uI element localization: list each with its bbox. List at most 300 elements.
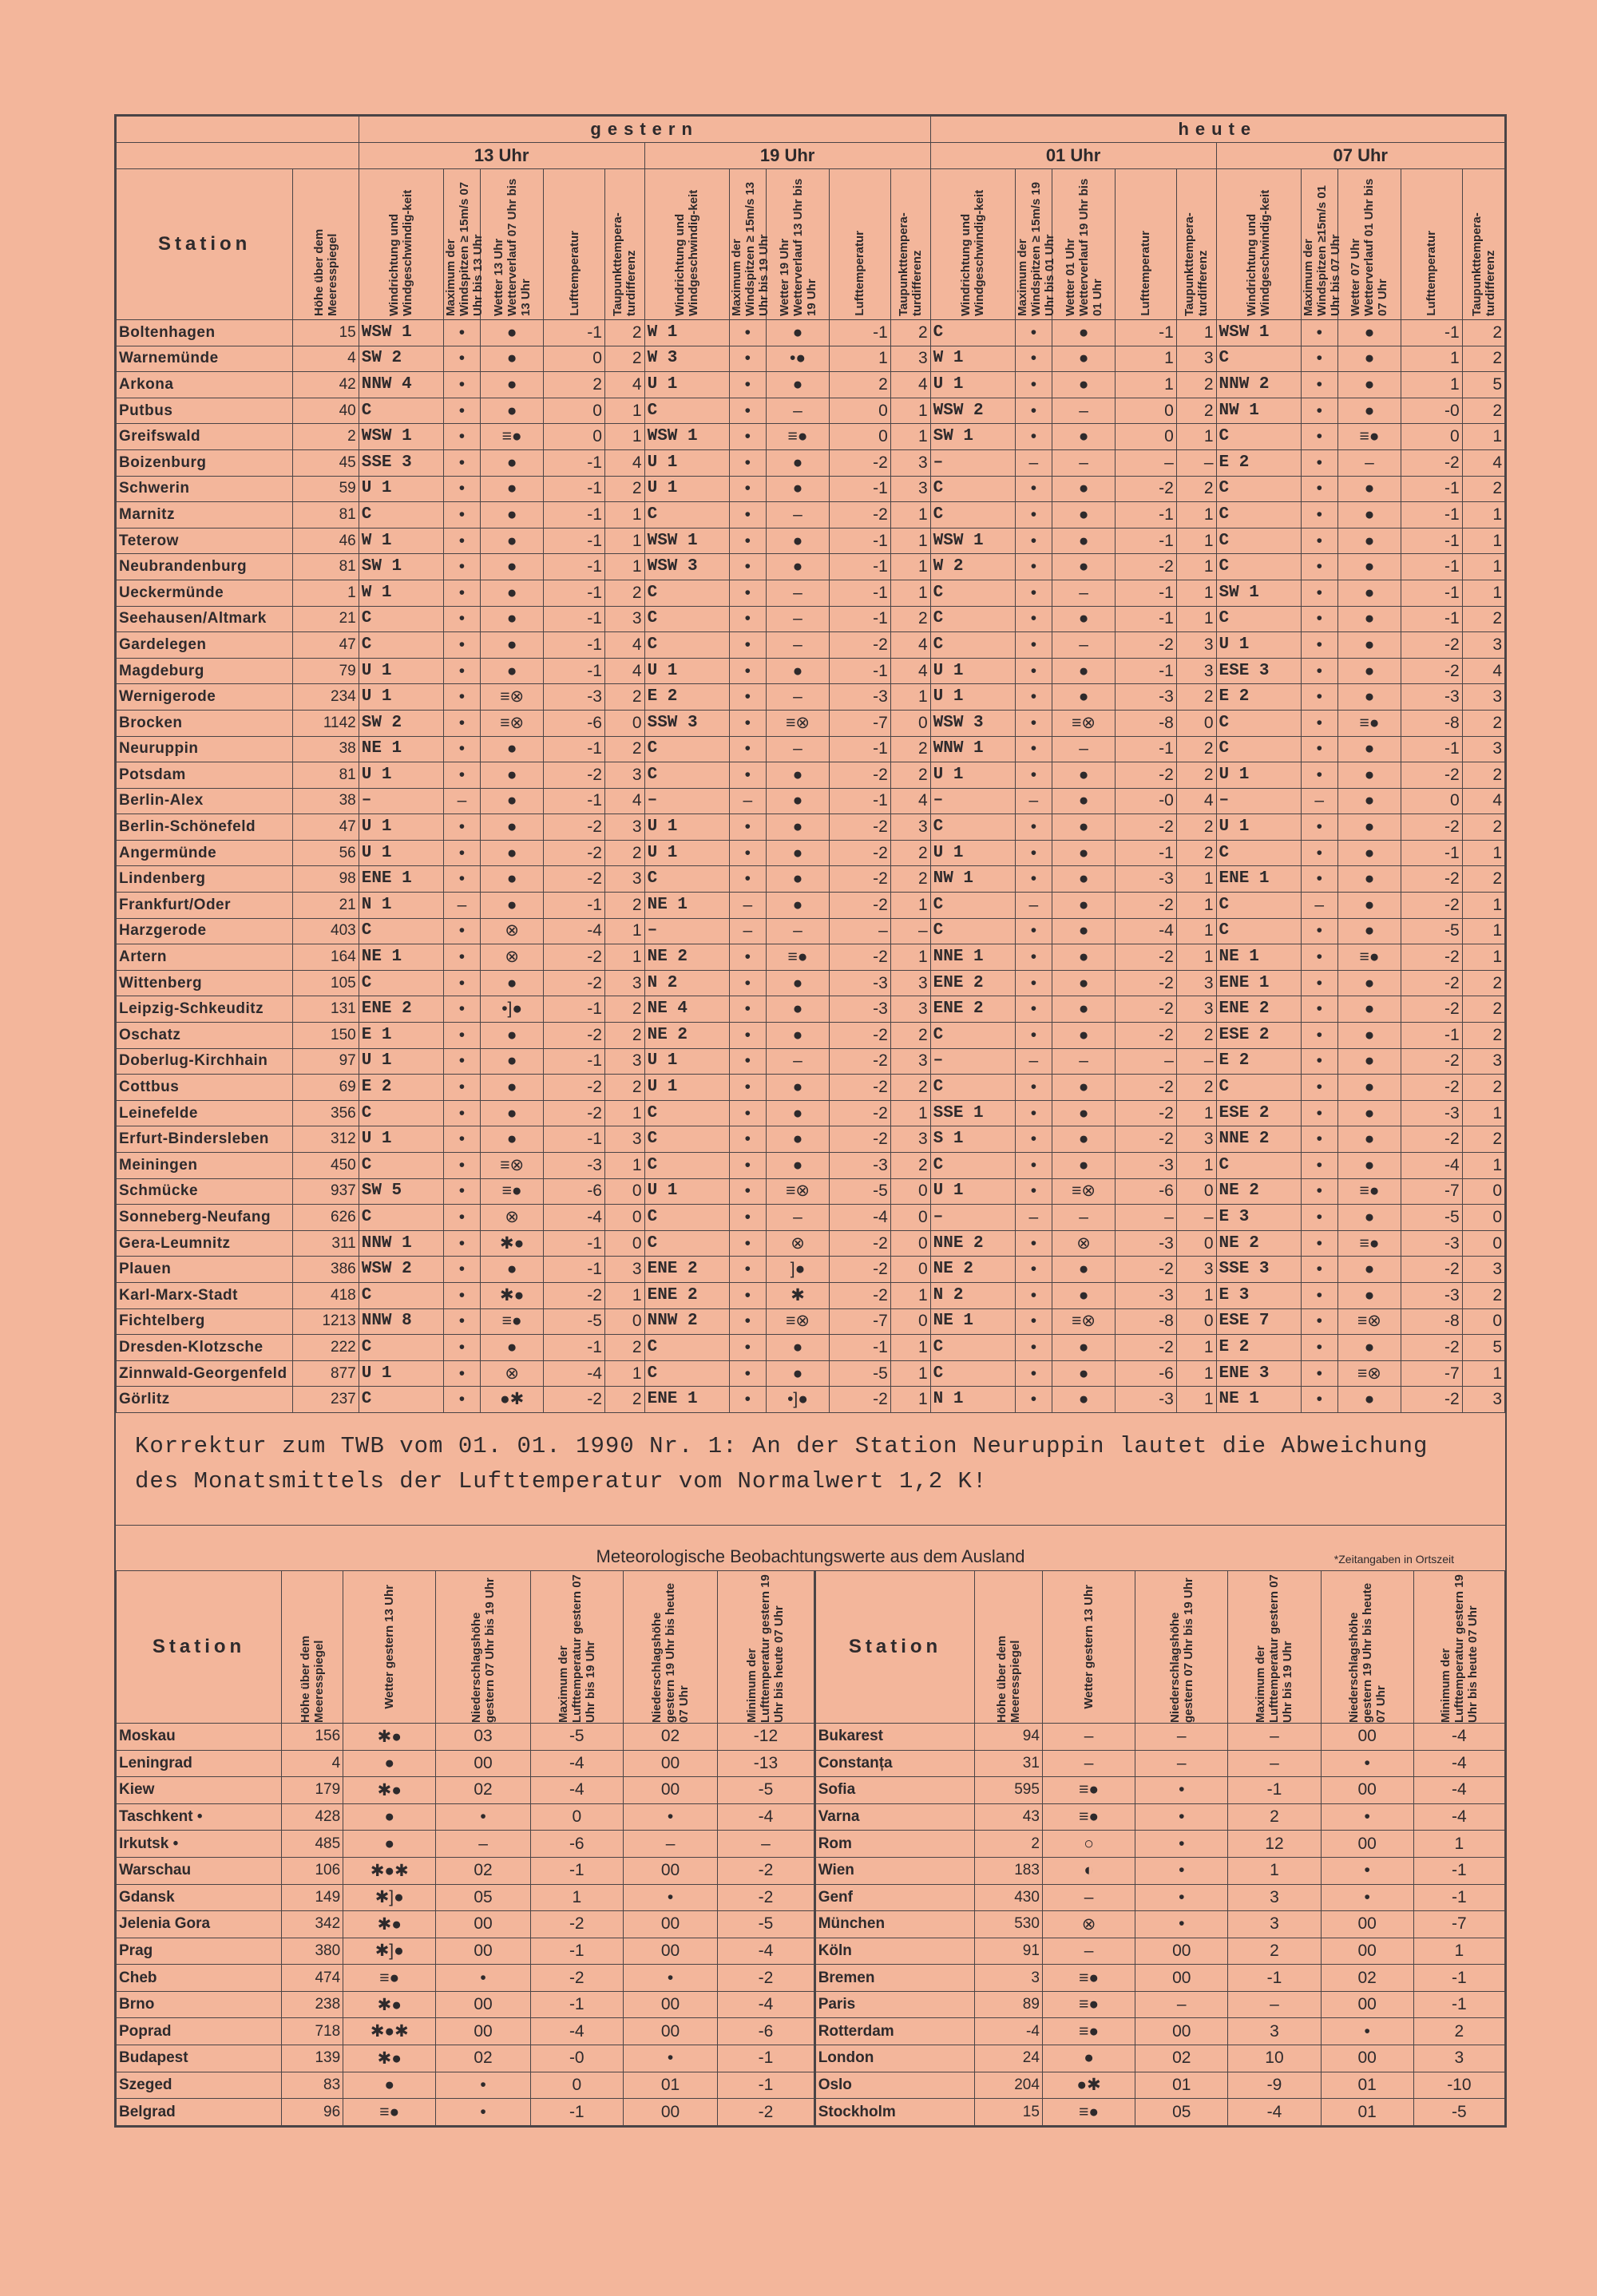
dewpoint-diff-cell: 0 [604,1205,644,1231]
weather-cell: ● [481,476,544,502]
air-temp-cell: -1 [544,1048,605,1075]
dewpoint-diff-cell: 2 [1176,762,1216,789]
wind-cell: C [1216,893,1301,919]
air-temp-cell: -2 [1116,893,1177,919]
weather-cell: ● [767,1023,830,1049]
temp-max: 10 [1228,2045,1321,2072]
air-temp-cell: -3 [1401,1282,1462,1308]
wind-cell: C [1216,1075,1301,1101]
subcol-header: Lufttemperatur [1116,169,1177,320]
wind-cell: C [930,320,1015,346]
air-temp-cell: -2 [544,814,605,841]
wind-peak-cell: • [1301,1153,1337,1179]
weather-cell: ● [1337,866,1401,893]
dewpoint-diff-cell: 3 [890,449,930,476]
weather-cell: ● [767,320,830,346]
weather-cell: ● [1337,398,1401,424]
weather-cell: ● [1337,658,1401,684]
subcol-header: Maximum der Windspitzen ≥ 15m/s 19 Uhr bis 01 Uhr [1015,169,1052,320]
wind-cell: NE 1 [644,893,729,919]
foreign-station-name: München [814,1911,975,1938]
foreign-altitude: 106 [282,1857,343,1884]
foreign-station-name: Rotterdam [814,2018,975,2045]
wind-cell: U 1 [644,840,729,866]
wind-cell: NE 2 [930,1257,1015,1283]
wind-cell: NNW 2 [1216,372,1301,398]
dewpoint-diff-cell: 3 [604,866,644,893]
wind-cell: U 1 [930,762,1015,789]
wind-peak-cell: • [729,840,766,866]
dewpoint-diff-cell: 1 [1462,554,1504,580]
foreign-altitude: 428 [282,1803,343,1831]
wind-cell: ENE 3 [1216,1360,1301,1387]
precip-night: 00 [623,1857,717,1884]
weather-cell: ● [481,840,544,866]
precip-night: • [1321,1857,1413,1884]
station-name: Teterow [117,528,293,554]
temp-max: 2 [1228,1803,1321,1831]
weather-cell: ● [1337,476,1401,502]
wind-peak-cell: • [1015,1100,1052,1126]
wind-peak-cell: • [1015,918,1052,944]
station-name: Leipzig-Schkeuditz [117,996,293,1023]
weather-cell: ● [1337,320,1401,346]
foreign-row [117,1911,1505,1938]
temp-min: -4 [718,1803,814,1831]
wind-peak-cell: • [1015,814,1052,841]
dewpoint-diff-cell: 2 [604,1335,644,1361]
air-temp-cell: – [1116,1205,1177,1231]
foreign-station-name: Taschkent • [117,1803,282,1831]
air-temp-cell: -2 [1116,814,1177,841]
weather-cell: ● [481,528,544,554]
station-name: Putbus [117,398,293,424]
weather-cell: ≡⊗ [481,684,544,711]
dewpoint-diff-cell: 2 [890,1075,930,1101]
air-temp-cell: 1 [1116,346,1177,372]
air-temp-cell: 0 [1116,424,1177,450]
precip-day: • [1135,1857,1228,1884]
weather-cell: ● [481,1075,544,1101]
wind-peak-cell: • [1015,424,1052,450]
foreign-col-header: Höhe über dem Meeresspiegel [282,1570,343,1723]
air-temp-cell: -1 [830,528,891,554]
wind-cell: SW 5 [359,1178,443,1205]
dewpoint-diff-cell: 2 [1176,840,1216,866]
foreign-station-name: Sofia [814,1777,975,1804]
weather-cell: ✱● [481,1230,544,1257]
air-temp-cell: -1 [1401,554,1462,580]
temp-min: -2 [718,2099,814,2126]
air-temp-cell: -2 [1116,1335,1177,1361]
precip-night: • [1321,2018,1413,2045]
dewpoint-diff-cell: 3 [890,970,930,996]
weather-cell: ● [481,346,544,372]
foreign-weather: – [1042,1750,1135,1777]
station-altitude: 21 [293,606,359,632]
foreign-altitude: 43 [975,1803,1043,1831]
foreign-row [117,1857,1505,1884]
wind-peak-cell: • [443,1126,480,1153]
air-temp-cell: -1 [544,320,605,346]
dewpoint-diff-cell: 0 [1176,1308,1216,1335]
wind-cell: ENE 2 [930,996,1015,1023]
foreign-weather: ✱]● [343,1938,436,1965]
dewpoint-diff-cell: 4 [604,372,644,398]
station-row [117,1387,1505,1413]
precip-day: • [1135,1911,1228,1938]
weather-cell: ● [1052,996,1116,1023]
precip-night: 00 [1321,1777,1413,1804]
temp-min: -1 [1413,1991,1504,2018]
foreign-weather: ● [343,1750,436,1777]
station-altitude: 15 [293,320,359,346]
wind-cell: ENE 2 [359,996,443,1023]
foreign-station-name: Brno [117,1991,282,2018]
station-name: Zinnwald-Georgenfeld [117,1360,293,1387]
station-row [117,1153,1505,1179]
weather-cell: – [767,398,830,424]
weather-cell: ● [1052,1335,1116,1361]
wind-cell: NNE 1 [930,944,1015,971]
wind-peak-cell: • [1301,372,1337,398]
station-row [117,1257,1505,1283]
dewpoint-diff-cell: 1 [604,398,644,424]
air-temp-cell: -2 [830,866,891,893]
wind-peak-cell: • [443,320,480,346]
air-temp-cell: -2 [830,502,891,528]
weather-cell: ● [1337,580,1401,606]
wind-peak-cell: • [1301,1126,1337,1153]
foreign-station-name: Irkutsk • [117,1831,282,1858]
foreign-station-name: Budapest [117,2045,282,2072]
precip-night: 00 [1321,1991,1413,2018]
air-temp-cell: -2 [1401,996,1462,1023]
wind-peak-cell: • [443,736,480,762]
air-temp-cell: -2 [830,893,891,919]
weather-cell: ● [1052,606,1116,632]
weather-cell: ● [1337,1153,1401,1179]
dewpoint-diff-cell: 1 [604,554,644,580]
weather-cell: ● [1052,840,1116,866]
weather-cell: ● [767,1075,830,1101]
air-temp-cell: -1 [544,580,605,606]
foreign-station-name: Warschau [117,1857,282,1884]
foreign-row [117,2045,1505,2072]
air-temp-cell: -4 [1116,918,1177,944]
station-row [117,658,1505,684]
station-name: Ueckermünde [117,580,293,606]
station-altitude: 46 [293,528,359,554]
station-altitude: 2 [293,424,359,450]
temp-max: -2 [530,1911,623,1938]
temp-max: -1 [530,2099,623,2126]
wind-peak-cell: • [443,502,480,528]
station-altitude: 237 [293,1387,359,1413]
wind-cell: C [359,1100,443,1126]
precip-day: • [436,2099,530,2126]
air-temp-cell: -1 [1116,320,1177,346]
air-temp-cell: -3 [544,1153,605,1179]
foreign-altitude: 3 [975,1965,1043,1992]
dewpoint-diff-cell: 1 [1462,1100,1504,1126]
station-altitude: 312 [293,1126,359,1153]
dewpoint-diff-cell: 1 [1176,866,1216,893]
dewpoint-diff-cell: 2 [604,840,644,866]
weather-cell: ● [481,970,544,996]
wind-cell: C [644,580,729,606]
wind-peak-cell: • [1301,1023,1337,1049]
wind-cell: C [930,502,1015,528]
dewpoint-diff-cell: 1 [1176,580,1216,606]
wind-cell: C [359,1153,443,1179]
station-row [117,1230,1505,1257]
station-name: Frankfurt/Oder [117,893,293,919]
weather-cell: ● [767,1360,830,1387]
temp-min: -4 [1413,1723,1504,1750]
weather-cell: ● [767,528,830,554]
wind-cell: N 1 [359,893,443,919]
wind-cell: ENE 1 [359,866,443,893]
station-altitude: 164 [293,944,359,971]
weather-cell: ● [767,449,830,476]
weather-cell: ● [481,866,544,893]
temp-min: -4 [718,1991,814,2018]
air-temp-cell: -1 [544,996,605,1023]
wind-peak-cell: • [729,866,766,893]
station-row [117,893,1505,919]
precip-day: 00 [1135,1965,1228,1992]
dewpoint-diff-cell: 3 [890,476,930,502]
dewpoint-diff-cell: 2 [1462,1126,1504,1153]
wind-cell: N 2 [930,1282,1015,1308]
wind-cell: C [644,502,729,528]
wind-cell: – [930,788,1015,814]
foreign-altitude: 595 [975,1777,1043,1804]
weather-cell: ● [481,762,544,789]
wind-peak-cell: • [1015,944,1052,971]
dewpoint-diff-cell: 2 [1462,1282,1504,1308]
wind-peak-cell: • [1015,840,1052,866]
air-temp-cell: 0 [1401,788,1462,814]
time-07: 07 Uhr [1216,143,1505,169]
foreign-col-header: Niederschlagshöhe gestern 19 Uhr bis heute 07 Uhr [623,1570,717,1723]
wind-cell: W 1 [359,528,443,554]
heute-header: heute [930,117,1504,143]
temp-max: -6 [530,1831,623,1858]
station-row [117,918,1505,944]
wind-peak-cell: • [1015,1230,1052,1257]
air-temp-cell: -1 [544,1335,605,1361]
air-temp-cell: 0 [544,424,605,450]
wind-cell: C [930,918,1015,944]
wind-peak-cell: • [443,762,480,789]
dewpoint-diff-cell: 1 [890,398,930,424]
precip-night: 00 [623,1991,717,2018]
weather-cell: ≡● [1337,1230,1401,1257]
air-temp-cell: 2 [544,372,605,398]
weather-cell: ≡⊗ [1337,1308,1401,1335]
wind-peak-cell: • [1015,658,1052,684]
air-temp-cell: -2 [544,1023,605,1049]
air-temp-cell: -3 [1116,1230,1177,1257]
weather-cell: ● [767,788,830,814]
weather-cell: ● [1052,1100,1116,1126]
wind-peak-cell: • [1015,1360,1052,1387]
air-temp-cell: -7 [830,1308,891,1335]
dewpoint-diff-cell: 1 [890,944,930,971]
station-name: Wernigerode [117,684,293,711]
wind-cell: NE 1 [930,1308,1015,1335]
wind-cell: U 1 [644,814,729,841]
wind-peak-cell: • [1301,632,1337,659]
weather-cell: ● [481,736,544,762]
wind-cell: – [930,449,1015,476]
dewpoint-diff-cell: 0 [604,1230,644,1257]
station-name: Cottbus [117,1075,293,1101]
wind-peak-cell: • [1301,840,1337,866]
dewpoint-diff-cell: 2 [604,736,644,762]
dewpoint-diff-cell: 2 [1176,1075,1216,1101]
air-temp-cell: -3 [1116,1153,1177,1179]
air-temp-cell: -1 [830,476,891,502]
weather-cell: – [1337,449,1401,476]
air-temp-cell: -1 [1116,736,1177,762]
weather-cell: ● [481,1023,544,1049]
wind-cell: U 1 [930,1178,1015,1205]
wind-peak-cell: • [1301,944,1337,971]
wind-cell: SSE 3 [1216,1257,1301,1283]
wind-peak-cell: • [443,710,480,736]
dewpoint-diff-cell: 3 [890,814,930,841]
wind-peak-cell: • [1301,346,1337,372]
air-temp-cell: -7 [1401,1178,1462,1205]
dewpoint-diff-cell: 2 [1176,814,1216,841]
foreign-row [117,1803,1505,1831]
dewpoint-diff-cell: 5 [1462,1335,1504,1361]
dewpoint-diff-cell: 1 [890,554,930,580]
weather-sheet [114,114,1507,2128]
air-temp-cell: -2 [1116,996,1177,1023]
precip-day: • [1135,1803,1228,1831]
weather-cell: ● [1337,762,1401,789]
weather-cell: ⊗ [481,1360,544,1387]
wind-peak-cell: • [729,449,766,476]
dewpoint-diff-cell: 3 [604,1126,644,1153]
air-temp-cell: -2 [830,1100,891,1126]
foreign-weather: ✱]● [343,1884,436,1911]
temp-min: -5 [718,1777,814,1804]
wind-peak-cell: • [443,1257,480,1283]
station-row [117,346,1505,372]
station-name: Harzgerode [117,918,293,944]
air-temp-cell: -2 [1116,762,1177,789]
wind-cell: C [644,866,729,893]
weather-cell: ≡● [1337,944,1401,971]
air-temp-cell: -1 [544,476,605,502]
station-name: Leinefelde [117,1100,293,1126]
station-altitude: 1142 [293,710,359,736]
dewpoint-diff-cell: – [1176,1205,1216,1231]
weather-cell: •]● [767,1387,830,1413]
station-altitude: 356 [293,1100,359,1126]
weather-cell: ● [1052,1387,1116,1413]
precip-day: 02 [436,1777,530,1804]
foreign-row [117,2072,1505,2099]
air-temp-cell: -1 [830,554,891,580]
foreign-altitude: 4 [282,1750,343,1777]
dewpoint-diff-cell: 3 [1462,1048,1504,1075]
dewpoint-diff-cell: 4 [604,788,644,814]
foreign-station-name: Stockholm [814,2099,975,2126]
weather-cell: ● [1337,1257,1401,1283]
dewpoint-diff-cell: 2 [890,762,930,789]
precip-night: • [1321,1803,1413,1831]
wind-peak-cell: • [1015,1153,1052,1179]
temp-min: 1 [1413,1938,1504,1965]
dewpoint-diff-cell: 0 [604,1178,644,1205]
wind-peak-cell: • [729,476,766,502]
foreign-col-header: Wetter gestern 13 Uhr [1042,1570,1135,1723]
wind-peak-cell: • [1015,580,1052,606]
temp-max: 1 [530,1884,623,1911]
air-temp-cell: -2 [1401,762,1462,789]
foreign-weather: ◐ [1042,1857,1135,1884]
station-altitude: 403 [293,918,359,944]
wind-cell: C [1216,476,1301,502]
wind-cell: U 1 [1216,632,1301,659]
air-temp-cell: -1 [830,736,891,762]
station-row [117,1360,1505,1387]
wind-peak-cell: • [1301,866,1337,893]
wind-peak-cell: • [1015,1178,1052,1205]
weather-cell: ● [481,893,544,919]
temp-max: -0 [530,2045,623,2072]
wind-peak-cell: • [1015,1257,1052,1283]
precip-day: 05 [1135,2099,1228,2126]
weather-cell: ● [767,866,830,893]
subcol-header: Lufttemperatur [830,169,891,320]
wind-cell: NW 1 [1216,398,1301,424]
precip-day: – [1135,1750,1228,1777]
station-row [117,1023,1505,1049]
weather-cell: ✱ [767,1282,830,1308]
wind-peak-cell: • [1301,1387,1337,1413]
weather-cell: ]● [767,1257,830,1283]
dewpoint-diff-cell: 3 [890,346,930,372]
wind-cell: C [644,1205,729,1231]
wind-cell: C [1216,424,1301,450]
dewpoint-diff-cell: 1 [1176,1100,1216,1126]
subcol-header: Windrichtung und Windgeschwindig-keit [644,169,729,320]
wind-cell: WSW 3 [930,710,1015,736]
station-row [117,1100,1505,1126]
foreign-row [117,1750,1505,1777]
foreign-weather: ✱● [343,1991,436,2018]
wind-cell: NE 2 [1216,1230,1301,1257]
temp-min: -13 [718,1750,814,1777]
air-temp-cell: -1 [1401,528,1462,554]
foreign-altitude: 238 [282,1991,343,2018]
wind-cell: N 1 [930,1387,1015,1413]
wind-cell: ENE 2 [1216,996,1301,1023]
wind-peak-cell: • [1301,996,1337,1023]
temp-min: -1 [1413,1965,1504,1992]
temp-min: 2 [1413,2018,1504,2045]
station-name: Neubrandenburg [117,554,293,580]
dewpoint-diff-cell: 2 [1176,1023,1216,1049]
temp-min: -2 [718,1857,814,1884]
